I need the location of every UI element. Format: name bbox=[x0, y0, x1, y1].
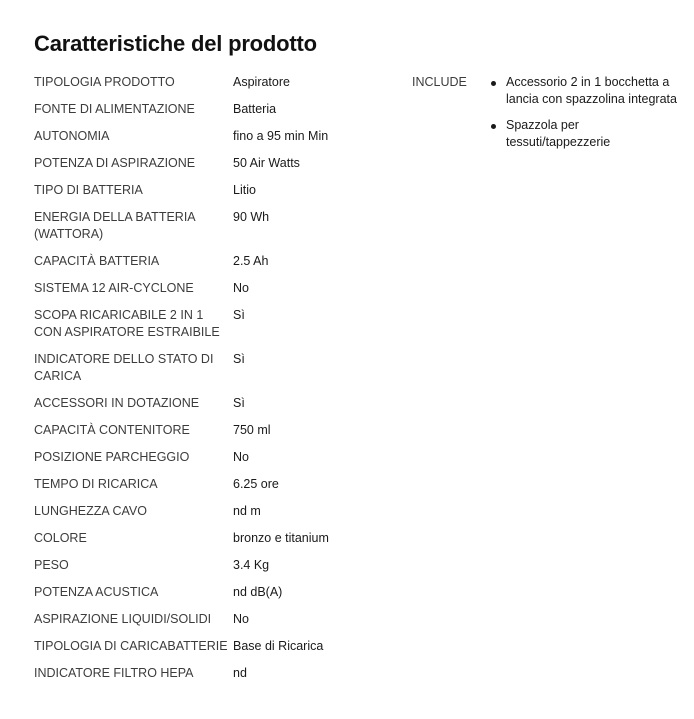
spec-label: ASPIRAZIONE LIQUIDI/SOLIDI bbox=[34, 612, 212, 626]
spec-row bbox=[34, 307, 394, 351]
spec-row bbox=[34, 611, 394, 638]
spec-value: No bbox=[233, 281, 249, 295]
include-label: INCLUDE bbox=[412, 75, 467, 89]
spec-row bbox=[34, 253, 394, 280]
spec-label: ACCESSORI IN DOTAZIONE bbox=[34, 396, 200, 410]
spec-value: 3.4 Kg bbox=[233, 558, 270, 572]
include-item bbox=[506, 117, 682, 151]
spec-row bbox=[34, 638, 394, 665]
bullet-icon bbox=[491, 124, 496, 129]
bullet-icon bbox=[491, 81, 496, 86]
spec-value: nd m bbox=[233, 504, 261, 518]
spec-label: LUNGHEZZA CAVO bbox=[34, 504, 147, 518]
spec-value: Aspiratore bbox=[233, 75, 290, 89]
spec-label: SISTEMA 12 AIR-CYCLONE bbox=[34, 281, 194, 295]
spec-value: No bbox=[233, 450, 249, 464]
spec-value: 750 ml bbox=[233, 423, 271, 437]
spec-value: fino a 95 min Min bbox=[233, 129, 329, 143]
spec-row bbox=[34, 74, 394, 101]
spec-row bbox=[34, 557, 394, 584]
spec-row bbox=[34, 209, 394, 253]
spec-row bbox=[34, 128, 394, 155]
spec-row bbox=[34, 351, 394, 395]
spec-label: POSIZIONE PARCHEGGIO bbox=[34, 450, 190, 464]
spec-label: POTENZA DI ASPIRAZIONE bbox=[34, 156, 196, 170]
include-list bbox=[486, 74, 682, 160]
include-item-text: Spazzola per tessuti/tappezzerie bbox=[506, 118, 611, 149]
spec-label: COLORE bbox=[34, 531, 87, 545]
spec-row bbox=[34, 584, 394, 611]
spec-label: CAPACITÀ BATTERIA bbox=[34, 254, 160, 268]
spec-label: TIPOLOGIA PRODOTTO bbox=[34, 75, 175, 89]
spec-value: No bbox=[233, 612, 249, 626]
spec-row bbox=[34, 476, 394, 503]
include-item-text: Accessorio 2 in 1 bocchetta a lancia con spazzolina integrata bbox=[506, 75, 677, 106]
spec-value: Base di Ricarica bbox=[233, 639, 324, 653]
spec-value: 50 Air Watts bbox=[233, 156, 300, 170]
spec-value: Batteria bbox=[233, 102, 277, 116]
include-item bbox=[506, 74, 682, 108]
spec-label: TIPO DI BATTERIA bbox=[34, 183, 143, 197]
spec-row bbox=[34, 449, 394, 476]
spec-row bbox=[34, 530, 394, 557]
spec-value: 2.5 Ah bbox=[233, 254, 269, 268]
spec-value: nd dB(A) bbox=[233, 585, 283, 599]
spec-label: AUTONOMIA bbox=[34, 129, 110, 143]
spec-value: Litio bbox=[233, 183, 256, 197]
spec-value: Sì bbox=[233, 396, 245, 410]
spec-label: SCOPA RICARICABILE 2 IN 1 CON ASPIRATORE ESTRAIBILE bbox=[34, 308, 220, 339]
spec-label: PESO bbox=[34, 558, 69, 572]
spec-row bbox=[34, 182, 394, 209]
spec-value: Sì bbox=[233, 308, 245, 322]
spec-row bbox=[34, 422, 394, 449]
page-title: Caratteristiche del prodotto bbox=[34, 31, 317, 56]
spec-label: CAPACITÀ CONTENITORE bbox=[34, 423, 190, 437]
spec-value: nd bbox=[233, 666, 247, 680]
spec-row bbox=[34, 101, 394, 128]
include-block bbox=[412, 74, 682, 160]
spec-row bbox=[34, 155, 394, 182]
spec-value: 6.25 ore bbox=[233, 477, 279, 491]
spec-row bbox=[34, 503, 394, 530]
spec-table bbox=[34, 74, 394, 692]
spec-row bbox=[34, 665, 394, 692]
spec-row bbox=[34, 280, 394, 307]
spec-label: ENERGIA DELLA BATTERIA (WATTORA) bbox=[34, 210, 195, 241]
spec-value: Sì bbox=[233, 352, 245, 366]
spec-value: 90 Wh bbox=[233, 210, 270, 224]
spec-label: FONTE DI ALIMENTAZIONE bbox=[34, 102, 195, 116]
spec-row bbox=[34, 395, 394, 422]
spec-label: INDICATORE DELLO STATO DI CARICA bbox=[34, 352, 214, 383]
spec-value: bronzo e titanium bbox=[233, 531, 329, 545]
spec-label: TIPOLOGIA DI CARICABATTERIE bbox=[34, 639, 228, 653]
spec-label: POTENZA ACUSTICA bbox=[34, 585, 159, 599]
spec-label: INDICATORE FILTRO HEPA bbox=[34, 666, 194, 680]
spec-label: TEMPO DI RICARICA bbox=[34, 477, 158, 491]
